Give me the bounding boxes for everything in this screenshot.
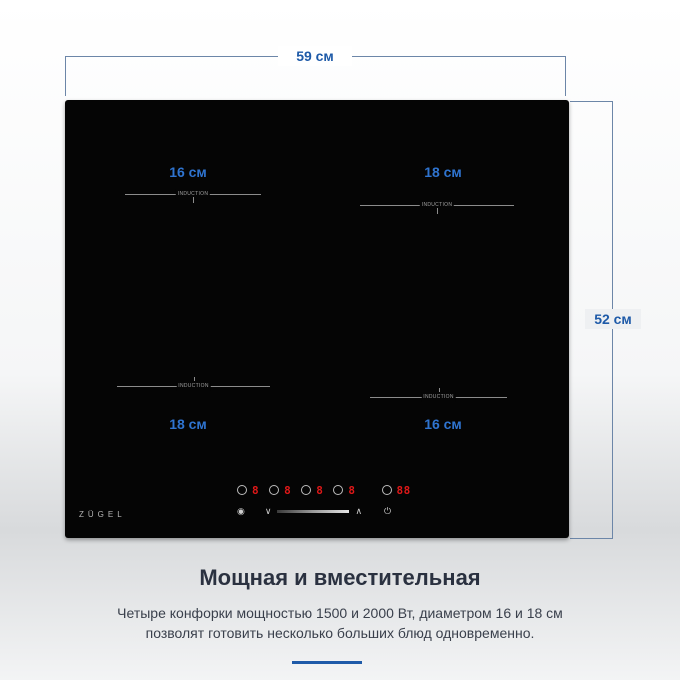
zone-4-display: 8	[348, 483, 356, 497]
lock-icon[interactable]: ◉	[237, 505, 245, 516]
zone-bottom-left-marking	[117, 381, 270, 391]
induction-text: INDUCTION	[421, 202, 453, 208]
zone-1-display: 8	[252, 483, 260, 497]
induction-text: INDUCTION	[423, 394, 454, 400]
accent-underline	[292, 661, 362, 664]
zone-1-select-button[interactable]	[237, 485, 247, 495]
width-dimension-label: 59 см	[278, 46, 352, 66]
height-dimension-tick-top	[570, 101, 613, 102]
power-icon[interactable]: ⏻	[384, 505, 392, 516]
zone-top-right-marking	[360, 200, 514, 210]
slider-control-row	[237, 502, 391, 520]
decrease-button[interactable]: ∨	[264, 505, 272, 516]
width-dimension-tick-left	[65, 56, 66, 96]
zone-3-display: 8	[316, 483, 324, 497]
zone-4-select-button[interactable]	[333, 485, 343, 495]
headline: Мощная и вместительная	[199, 565, 481, 590]
brand-logo: ZÜGEL	[79, 510, 126, 519]
increase-button[interactable]: ∧	[355, 505, 363, 516]
power-slider[interactable]	[277, 510, 349, 513]
zone-marking-tick	[437, 208, 438, 214]
zone-bottom-right-label: 16 см	[424, 416, 462, 432]
zone-2-select-button[interactable]	[269, 485, 279, 495]
touch-control-panel	[237, 479, 421, 501]
description-line-1: Четыре конфорки мощностью 1500 и 2000 Вт, диаметром 16 и 18 см	[117, 605, 563, 621]
zone-top-right-label: 18 см	[424, 164, 462, 180]
zone-top-left-label: 16 см	[169, 164, 207, 180]
timer-button[interactable]	[382, 485, 392, 495]
zone-bottom-right-marking	[370, 392, 507, 402]
zone-bottom-left-label: 18 см	[169, 416, 207, 432]
width-dimension-tick-right	[565, 56, 566, 96]
description-line-2: позволят готовить несколько больших блюд одновременно.	[145, 625, 535, 641]
zone-marking-tick	[193, 197, 194, 203]
height-dimension-tick-bottom	[570, 538, 613, 539]
zone-3-select-button[interactable]	[301, 485, 311, 495]
zone-top-left-marking	[125, 189, 261, 199]
induction-text: INDUCTION	[178, 383, 209, 389]
height-dimension-label: 52 см	[585, 309, 641, 329]
description	[80, 603, 600, 643]
induction-text: INDUCTION	[177, 191, 209, 197]
timer-display: 88	[396, 483, 411, 497]
induction-cooktop	[65, 100, 569, 538]
zone-2-display: 8	[284, 483, 292, 497]
